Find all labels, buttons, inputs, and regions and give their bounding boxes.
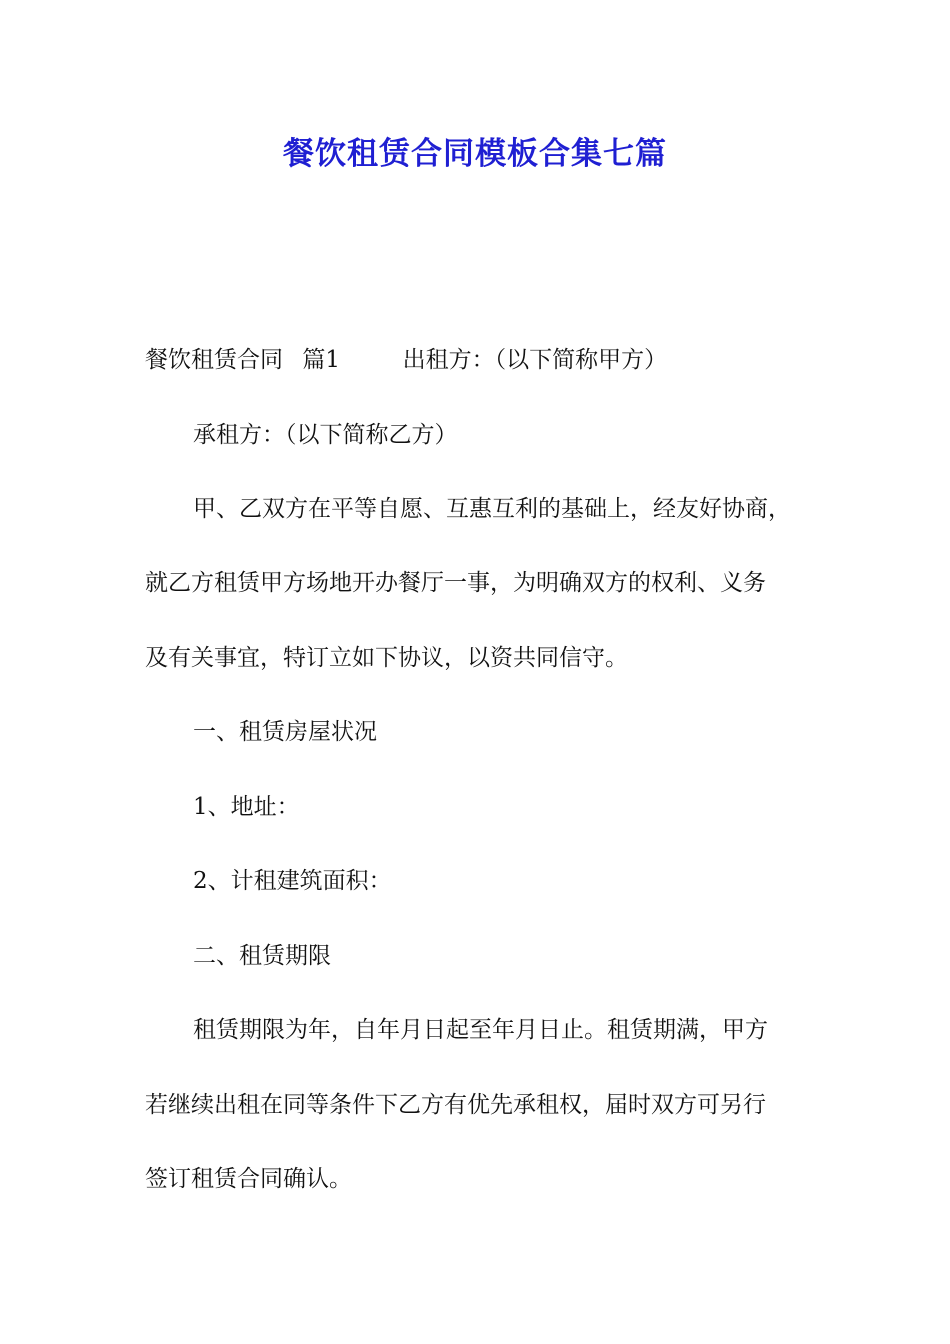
section-2-line-2: 若继续出租在同等条件下乙方有优先承租权，届时双方可另行 <box>145 1092 766 1118</box>
contract-heading-line <box>145 345 667 375</box>
contract-section-number: 篇1 <box>302 347 340 373</box>
intro-paragraph-line-3: 及有关事宜，特订立如下协议，以资共同信守。 <box>145 645 628 671</box>
section-1-item-area: 2、计租建筑面积： <box>193 868 392 894</box>
intro-paragraph-line-1: 甲、乙双方在平等自愿、互惠互利的基础上，经友好协商， <box>193 496 791 522</box>
section-2-line-3: 签订租赁合同确认。 <box>145 1166 352 1192</box>
contract-section-name: 餐饮租赁合同 <box>145 347 283 373</box>
section-2-line-1: 租赁期限为年，自年月日起至年月日止。租赁期满，甲方 <box>193 1017 768 1043</box>
document-title: 餐饮租赁合同模板合集七篇 <box>283 136 667 172</box>
section-2-title: 二、租赁期限 <box>193 943 331 969</box>
lessor-label: 出租方：（以下简称甲方） <box>402 347 668 373</box>
lessee-label: 承租方：（以下简称乙方） <box>193 422 458 448</box>
section-1-item-address: 1、地址： <box>193 794 300 820</box>
intro-paragraph-line-2: 就乙方租赁甲方场地开办餐厅一事，为明确双方的权利、义务 <box>145 570 766 596</box>
section-1-title: 一、租赁房屋状况 <box>193 719 377 745</box>
